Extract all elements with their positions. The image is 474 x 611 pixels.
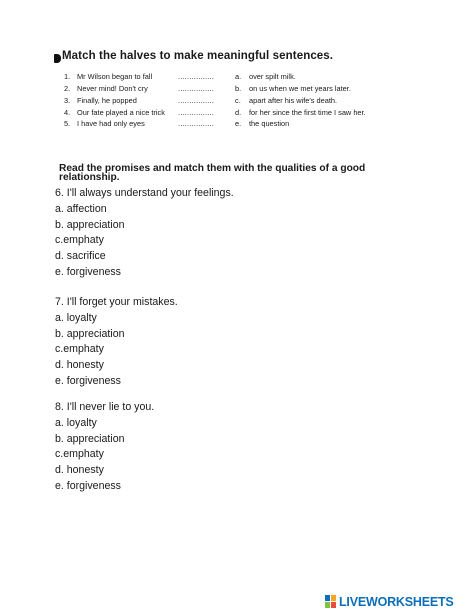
match-right-half: the question [249, 119, 290, 128]
answer-blank[interactable]: ................ [178, 84, 215, 93]
section2-title-line2: relationship. [59, 172, 120, 183]
answer-option[interactable]: e. forgiveness [55, 266, 121, 278]
match-row [64, 84, 404, 94]
answer-blank[interactable]: ................ [178, 119, 215, 128]
match-number: 2. [64, 84, 71, 93]
match-right-half: over spilt milk. [249, 72, 296, 81]
answer-option[interactable]: b. appreciation [55, 327, 125, 340]
match-left-half: I have had only eyes [77, 119, 145, 128]
answer-option[interactable]: a. loyalty [55, 416, 97, 429]
answer-option[interactable]: a. loyalty [55, 311, 97, 324]
answer-option[interactable]: b. appreciation [55, 218, 125, 231]
match-letter: c. [235, 96, 241, 105]
match-letter: b. [235, 84, 242, 93]
match-number: 5. [64, 119, 71, 128]
answer-blank[interactable]: ................ [178, 96, 215, 105]
section2-title-line1: Read the promises and match them with the qualities of a good [59, 163, 366, 174]
answer-blank[interactable]: ................ [178, 72, 215, 81]
logo-text: LIVEWORKSHEETS [339, 595, 454, 609]
question-prompt: 7. I'll forget your mistakes. [55, 296, 178, 308]
section2-title [59, 164, 365, 182]
match-number: 1. [64, 72, 71, 81]
match-row [64, 108, 404, 118]
match-row [64, 119, 404, 129]
match-letter: e. [235, 119, 242, 128]
answer-option[interactable]: e. forgiveness [55, 375, 121, 387]
match-left-half: Finally, he popped [77, 96, 137, 105]
match-number: 3. [64, 96, 71, 105]
answer-option[interactable]: a. affection [55, 202, 107, 215]
match-right-half: for her since the first time I saw her. [249, 108, 366, 117]
match-right-half: apart after his wife's death. [249, 96, 338, 105]
match-letter: a. [235, 72, 242, 81]
answer-option[interactable]: e. forgiveness [55, 480, 121, 492]
section1-title: Match the halves to make meaningful sentences. [62, 50, 334, 62]
section-bullet-icon [54, 54, 61, 63]
answer-option[interactable]: d. sacrifice [55, 250, 106, 263]
match-left-half: Our fate played a nice trick [77, 108, 165, 117]
answer-blank[interactable]: ................ [178, 108, 215, 117]
answer-option[interactable]: d. honesty [55, 359, 104, 372]
match-number: 4. [64, 108, 71, 117]
match-letter: d. [235, 108, 242, 117]
answer-option[interactable]: d. honesty [55, 464, 104, 477]
match-right-half: on us when we met years later. [249, 84, 351, 93]
liveworksheets-logo-icon [325, 595, 337, 608]
match-row [64, 96, 404, 106]
match-row [64, 72, 404, 82]
question-prompt: 6. I'll always understand your feelings. [55, 187, 234, 199]
answer-option[interactable]: c.emphaty [55, 343, 104, 356]
answer-option[interactable]: c.emphaty [55, 234, 104, 247]
question-prompt: 8. I'll never lie to you. [55, 401, 155, 413]
answer-option[interactable]: c.emphaty [55, 448, 104, 461]
answer-option[interactable]: b. appreciation [55, 432, 125, 445]
match-left-half: Mr Wilson began to fall [77, 72, 153, 81]
match-left-half: Never mind! Don't cry [77, 84, 148, 93]
